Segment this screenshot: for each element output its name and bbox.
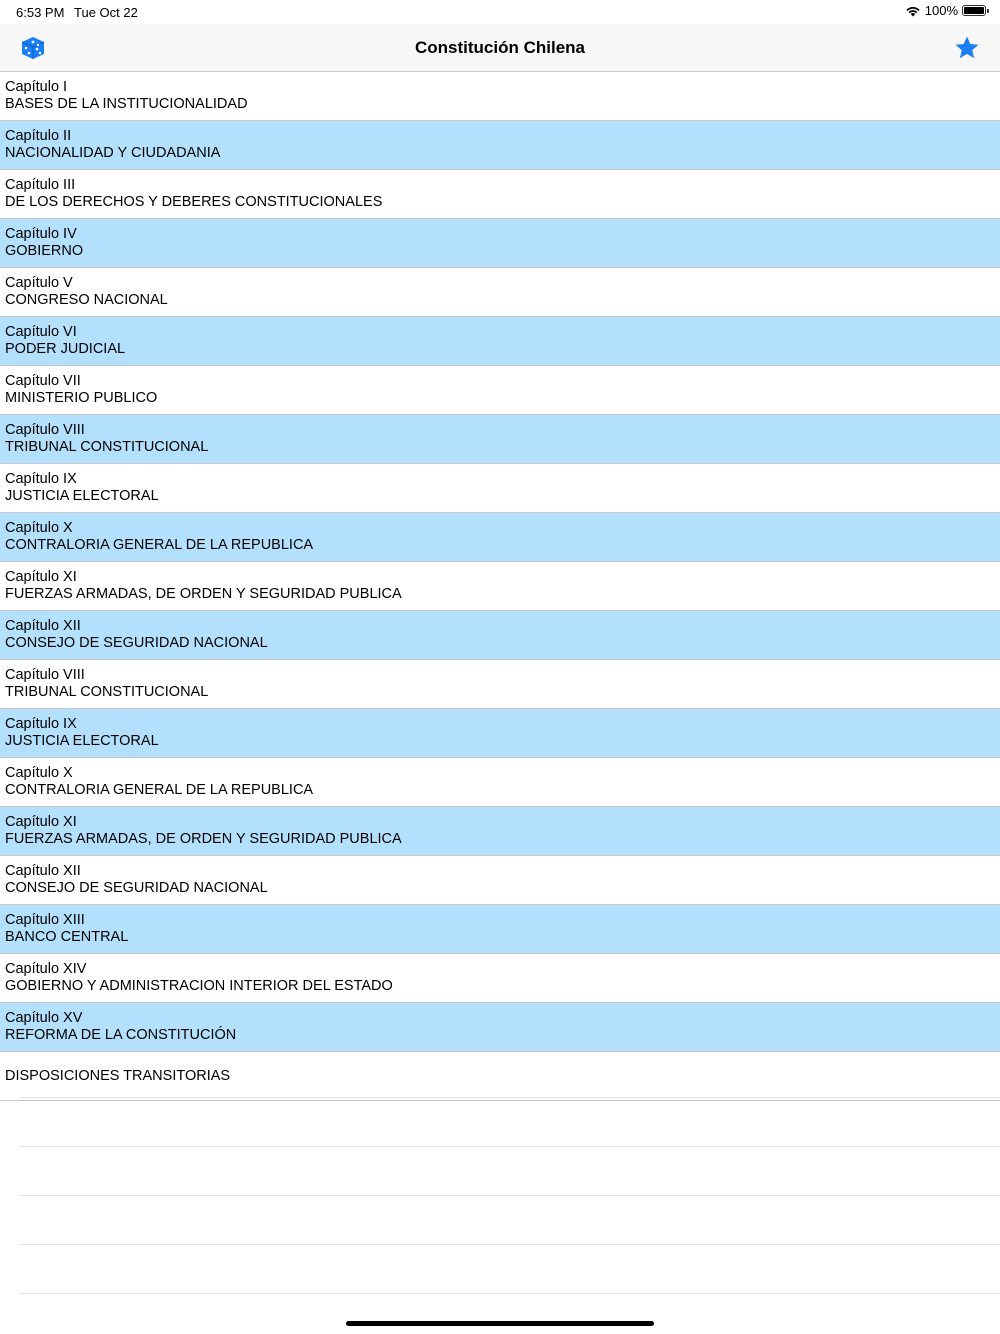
chapter-number: Capítulo I	[5, 79, 68, 95]
chapter-title: JUSTICIA ELECTORAL	[5, 488, 159, 504]
chapter-title: PODER JUDICIAL	[5, 341, 126, 357]
chapter-row[interactable]	[0, 268, 1000, 317]
chapter-row[interactable]	[0, 415, 1000, 464]
chapter-number: Capítulo X	[5, 520, 73, 536]
chapter-title: MINISTERIO PUBLICO	[5, 390, 158, 406]
transitory-row[interactable]	[0, 1052, 1000, 1101]
chapter-row[interactable]	[0, 121, 1000, 170]
chapter-row[interactable]	[0, 562, 1000, 611]
chapter-title: CONSEJO DE SEGURIDAD NACIONAL	[5, 880, 268, 896]
chapter-number: Capítulo X	[5, 765, 73, 781]
chapter-number: Capítulo XII	[5, 863, 81, 879]
chapter-title: CONSEJO DE SEGURIDAD NACIONAL	[5, 635, 268, 651]
chapter-row[interactable]	[0, 1003, 1000, 1052]
status-date: Tue Oct 22	[74, 5, 138, 20]
navigation-bar	[0, 24, 1000, 72]
page-title: Constitución Chilena	[415, 38, 585, 57]
chapter-row[interactable]	[0, 807, 1000, 856]
chapter-title: NACIONALIDAD Y CIUDADANIA	[5, 145, 221, 161]
chapter-title: GOBIERNO Y ADMINISTRACION INTERIOR DEL ESTADO	[5, 978, 393, 994]
chapter-title: GOBIERNO	[5, 243, 84, 259]
chapter-row[interactable]	[0, 317, 1000, 366]
empty-separator	[20, 1195, 1000, 1196]
chapter-number: Capítulo II	[5, 128, 72, 144]
star-icon[interactable]	[953, 34, 981, 62]
chapter-title: TRIBUNAL CONSTITUCIONAL	[5, 439, 209, 455]
chapter-title: CONTRALORIA GENERAL DE LA REPUBLICA	[5, 537, 314, 553]
battery-icon	[962, 5, 986, 16]
wifi-icon	[905, 5, 921, 17]
chapter-row[interactable]	[0, 709, 1000, 758]
status-right	[905, 3, 986, 18]
battery-percent: 100%	[924, 3, 958, 18]
chapter-title: CONGRESO NACIONAL	[5, 292, 168, 308]
chapter-title: BASES DE LA INSTITUCIONALIDAD	[5, 96, 248, 112]
transitory-title: DISPOSICIONES TRANSITORIAS	[5, 1067, 231, 1084]
chapter-number: Capítulo XIII	[5, 912, 85, 928]
empty-separator	[20, 1244, 1000, 1245]
chapter-row[interactable]	[0, 219, 1000, 268]
chapter-title: DE LOS DERECHOS Y DEBERES CONSTITUCIONALES	[5, 194, 383, 210]
chapter-number: Capítulo IX	[5, 716, 77, 732]
chapter-row[interactable]	[0, 660, 1000, 709]
chapter-row[interactable]	[0, 758, 1000, 807]
chapter-row[interactable]	[0, 366, 1000, 415]
chapter-number: Capítulo XV	[5, 1010, 83, 1026]
empty-separator	[20, 1146, 1000, 1147]
chapter-title: TRIBUNAL CONSTITUCIONAL	[5, 684, 209, 700]
chapter-number: Capítulo III	[5, 177, 76, 193]
chapter-row[interactable]	[0, 170, 1000, 219]
chapter-row[interactable]	[0, 954, 1000, 1003]
status-time: 6:53 PM	[16, 5, 65, 20]
status-bar	[0, 0, 1000, 24]
chapter-title: CONTRALORIA GENERAL DE LA REPUBLICA	[5, 782, 314, 798]
empty-separator	[20, 1293, 1000, 1294]
chapter-number: Capítulo XII	[5, 618, 81, 634]
chapter-number: Capítulo IV	[5, 226, 77, 242]
chapter-number: Capítulo XI	[5, 814, 77, 830]
chapter-row[interactable]	[0, 72, 1000, 121]
chapter-number: Capítulo XI	[5, 569, 77, 585]
chapter-title: JUSTICIA ELECTORAL	[5, 733, 159, 749]
chapter-number: Capítulo VII	[5, 373, 81, 389]
chapter-number: Capítulo VIII	[5, 667, 85, 683]
chapter-row[interactable]	[0, 856, 1000, 905]
empty-separator	[20, 1097, 1000, 1098]
chapter-number: Capítulo IX	[5, 471, 77, 487]
chapter-title: REFORMA DE LA CONSTITUCIÓN	[5, 1027, 237, 1043]
chapter-number: Capítulo XIV	[5, 961, 87, 977]
chapter-row[interactable]	[0, 611, 1000, 660]
home-indicator[interactable]	[346, 1321, 654, 1326]
chapter-number: Capítulo VIII	[5, 422, 85, 438]
chapter-row[interactable]	[0, 464, 1000, 513]
chapter-number: Capítulo VI	[5, 324, 77, 340]
chapter-title: FUERZAS ARMADAS, DE ORDEN Y SEGURIDAD PUBLICA	[5, 586, 402, 602]
chapter-row[interactable]	[0, 513, 1000, 562]
chapter-number: Capítulo V	[5, 275, 73, 291]
chapter-list	[0, 72, 1000, 1101]
chapter-title: BANCO CENTRAL	[5, 929, 129, 945]
chapter-title: FUERZAS ARMADAS, DE ORDEN Y SEGURIDAD PUBLICA	[5, 831, 402, 847]
chapter-row[interactable]	[0, 905, 1000, 954]
